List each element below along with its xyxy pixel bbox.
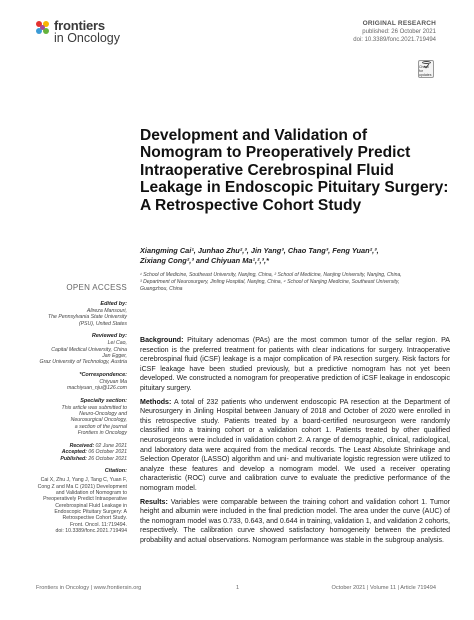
background-text: Pituitary adenomas (PAs) are the most common tumor of the sellar region. PA resection is the preferred treatment for patients with clear indications for surgery. Intraoperative cerebrospinal fluid (iCSF) leakage is a major complication of PA resection surgery. Risk factors for iCSF leakage have been studied previously, but a predictive nomogram has not yet been developed. We constructed a nomogram for preoperative prediction of iCSF leakage in endoscopic pituitary surgery. bbox=[140, 337, 450, 392]
authors-line[interactable]: Zixiang Cong²,³ and Chiyuan Ma¹,²,³,* bbox=[140, 256, 269, 265]
citation-label: Citation: bbox=[104, 468, 127, 475]
abstract-results bbox=[140, 498, 450, 546]
specialty-line: Neuro-Oncology and bbox=[79, 411, 127, 418]
correspondence-section bbox=[30, 372, 127, 392]
accepted-date bbox=[30, 449, 127, 456]
specialty-line: a section of the journal bbox=[74, 423, 127, 430]
edited-by-label: Edited by: bbox=[100, 301, 127, 307]
results-label: Results: bbox=[140, 498, 168, 506]
citation-line: Preoperatively Predict Intraoperative bbox=[43, 496, 127, 503]
received-value: 02 June 2021 bbox=[95, 442, 127, 449]
background-label: Background: bbox=[140, 337, 184, 344]
article-type: ORIGINAL RESEARCH bbox=[362, 20, 436, 27]
abstract bbox=[140, 336, 450, 549]
published-label: Published: bbox=[60, 455, 87, 462]
accepted-label: Accepted: bbox=[61, 449, 87, 456]
editor-line: Alireza Mansouri, bbox=[86, 308, 127, 314]
citation-line: Cai X, Zhu J, Yang J, Tang C, Yuan F, bbox=[40, 477, 127, 484]
citation-line: Front. Oncol. 11:719494. bbox=[69, 521, 127, 528]
article-title: Development and Validation of Nomogram to Preoperatively Predict Intraoperative Cerebrospinal Fluid Leakage in Endoscopic Pituitary Surgery: A Retrospective Cohort Study bbox=[140, 127, 449, 214]
reviewed-by-label: Reviewed by: bbox=[91, 333, 127, 340]
reviewer-line: Jan Egger, bbox=[102, 353, 127, 360]
editor-line: The Pennsylvania State University bbox=[47, 314, 127, 321]
received-label: Received: bbox=[69, 442, 95, 449]
author-list bbox=[140, 246, 440, 266]
dates-section bbox=[30, 443, 127, 463]
abstract-methods bbox=[140, 398, 450, 494]
article-sidebar bbox=[30, 283, 127, 540]
reviewer-line: Capital Medical University, China bbox=[51, 346, 127, 353]
published-date-side bbox=[30, 456, 127, 463]
methods-label: Methods: bbox=[140, 398, 172, 406]
specialty-label: Specialty section: bbox=[80, 397, 127, 404]
specialty-line: This article was submitted to bbox=[61, 404, 127, 411]
correspondence-email[interactable]: machiyuan_nju@126.com bbox=[66, 385, 127, 392]
citation-line: Retrospective Cohort Study. bbox=[62, 515, 127, 522]
specialty-line: Neurosurgical Oncology, bbox=[70, 417, 127, 424]
citation-line: Cong Z and Ma C (2021) Development bbox=[37, 483, 127, 490]
methods-text: A total of 232 patients who underwent endoscopic PA resection at the Department of Neurosurgery in Jinling Hospital between January of 2018 and October of 2020 were enrolled in this retrospective study. Patients treated by a board-certified neurosurgeon were randomly classified into a training cohort or a validation cohort 1. Patients treated by other qualified neurosurgeons were included in validation cohort 2. A range of demographic, clinical, radiological, and laboratory data were acquired from the medical records. The Least Absolute Shrinkage and Selection Operator (LASSO) algorithm and uni- and multivariate logistic regression were utilized to analyze these features and develop a nomogram model. We used a receiver operating characteristic (ROC) curve and calibration curve to evaluate the predictive performance of the nomogram model. bbox=[140, 398, 450, 492]
check-updates-button[interactable] bbox=[418, 60, 434, 78]
footer-journal[interactable]: Frontiers in Oncology | www.frontiersin.org bbox=[36, 585, 142, 591]
citation-line: Endoscopic Pituitary Surgery: A bbox=[54, 508, 127, 515]
page-footer bbox=[36, 585, 436, 591]
correspondence-name: Chiyuan Ma bbox=[99, 378, 127, 385]
affiliation-line: ¹ School of Medicine, Southeast University, Nanjing, China, ² School of Medicine, Nanjing University, Nanjing, China, bbox=[140, 272, 402, 278]
journal-logo[interactable] bbox=[36, 20, 120, 44]
page-number: 1 bbox=[236, 585, 240, 591]
citation-line[interactable]: doi: 10.3389/fonc.2021.719494 bbox=[55, 527, 127, 534]
reviewer-line: Lei Cao, bbox=[107, 340, 127, 347]
specialty-line: Frontiers in Oncology bbox=[77, 430, 127, 437]
specialty-section bbox=[30, 398, 127, 437]
correspondence-label: *Correspondence: bbox=[79, 371, 127, 378]
check-updates-label: Check for updates bbox=[419, 65, 432, 77]
affiliations bbox=[140, 272, 450, 294]
citation-line: and Validation of Nomogram to bbox=[55, 490, 127, 497]
published-date: published: 26 October 2021 bbox=[362, 29, 436, 35]
citation-section bbox=[30, 468, 127, 534]
edited-by-section bbox=[30, 301, 127, 327]
accepted-value: 06 October 2021 bbox=[88, 449, 127, 456]
open-access-label: OPEN ACCESS bbox=[66, 283, 127, 292]
abstract-background bbox=[140, 336, 450, 394]
received-date bbox=[30, 443, 127, 450]
affiliation-line: Guangzhou, China bbox=[140, 286, 183, 293]
reviewed-by-section bbox=[30, 333, 127, 366]
published-value: 26 October 2021 bbox=[88, 455, 127, 462]
doi-link[interactable]: doi: 10.3389/fonc.2021.719494 bbox=[353, 37, 436, 43]
authors-line[interactable]: Xiangming Cai¹, Junhao Zhu²,³, Jin Yang³, Chao Tang³, Feng Yuan²,³, bbox=[140, 246, 379, 255]
reviewer-line: Graz University of Technology, Austria bbox=[39, 359, 127, 366]
checkmark-icon bbox=[422, 61, 431, 64]
results-text: Variables were comparable between the training cohort and validation cohort 1. Tumor height and albumin were included in the final prediction model. The area under the curve (AUC) of the nomogram model was 0.733, 0.643, and 0.644 in training, validation 1, and validation 2 cohorts, respectively. The calibration curve showed satisfactory homogeneity between the predicted probability and actual observations. Nomogram performance was stable in the subgroup analysis. bbox=[140, 498, 450, 544]
journal-name: in Oncology bbox=[54, 31, 121, 45]
affiliation-line: ³ Department of Neurosurgery, Jinling Hospital, Nanjing, China, ⁴ School of Nanjing Medicine, Southeast University, bbox=[140, 279, 400, 286]
article-meta bbox=[353, 20, 436, 44]
footer-issue: October 2021 | Volume 11 | Article 719494 bbox=[331, 585, 436, 591]
citation-text bbox=[30, 477, 127, 534]
journal-brand: frontiers bbox=[54, 18, 105, 33]
editor-line: (PSU), United States bbox=[78, 320, 127, 327]
citation-line: Cerebrospinal Fluid Leakage in bbox=[55, 502, 127, 509]
frontiers-logo-icon bbox=[36, 21, 50, 35]
